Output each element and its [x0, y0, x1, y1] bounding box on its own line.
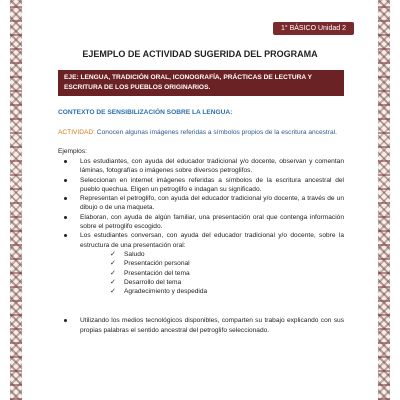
checklist-item: ✓ Desarrollo del tema — [110, 278, 182, 286]
decorative-border-right — [378, 0, 390, 400]
examples-label: Ejemplos: — [58, 148, 87, 155]
checklist-item: ✓ Presentación personal — [110, 260, 190, 268]
activity-text: Conocen algunas imágenes referidas a símbolos propios de la escritura ancestral. — [95, 129, 337, 136]
list-item: Utilizando los medios tecnológicos disponibles, comparten su trabajo explicando con sus propias palabras el sentido ancestral del petroglifo seleccionado. — [58, 316, 344, 335]
checklist-item: ✓ Agradecimiento y despedida — [110, 288, 208, 296]
list-item: Representan el petroglifo, con ayuda del educador tradicional y/o docente, a través de un dibujo o de una maqueta. — [58, 194, 344, 213]
list-item: Los estudiantes, con ayuda del educador tradicional y/o docente, observan y comentan láminas, fotografías o imágenes sobre diversos petroglifos. — [58, 157, 344, 176]
page-title: EJEMPLO DE ACTIVIDAD SUGERIDA DEL PROGRAMA — [82, 49, 318, 59]
eje-banner: EJE: LENGUA, TRADICIÓN ORAL, ICONOGRAFÍA, PRÁCTICAS DE LECTURA Y ESCRITURA DE LOS PUEBLOS ORIGINARIOS. — [58, 70, 344, 96]
list-item-with-sublist — [58, 231, 344, 316]
examples-list — [58, 157, 344, 335]
presentation-structure-list — [80, 250, 344, 296]
check-icon: ✓ — [110, 250, 116, 258]
checklist-item: ✓ Presentación del tema — [110, 269, 190, 277]
check-icon: ✓ — [110, 278, 116, 286]
section-heading: CONTEXTO DE SENSIBILIZACIÓN SOBRE LA LENGUA: — [58, 109, 233, 116]
check-icon: ✓ — [110, 269, 116, 277]
activity-label: ACTIVIDAD: — [58, 129, 96, 136]
check-icon: ✓ — [110, 260, 116, 268]
list-item: Seleccionan en internet imágenes referidas a símbolos de la escritura ancestral del pueblo quechua. Eligen un petroglifo e indagan su significado. — [58, 176, 344, 195]
unit-badge: 1° BÁSICO Unidad 2 — [273, 22, 354, 35]
list-item-text: Los estudiantes conversan, con ayuda del educador tradicional y/o docente, sobre la estructura de una presentación oral: — [80, 232, 344, 249]
decorative-border-left — [10, 0, 22, 400]
checklist-item: ✓ Saludo — [110, 250, 145, 258]
activity-line — [58, 128, 344, 137]
list-item: Elaboran, con ayuda de algún familiar, una presentación oral que contenga información sobre el petroglifo escogido. — [58, 213, 344, 232]
check-icon: ✓ — [110, 288, 116, 296]
